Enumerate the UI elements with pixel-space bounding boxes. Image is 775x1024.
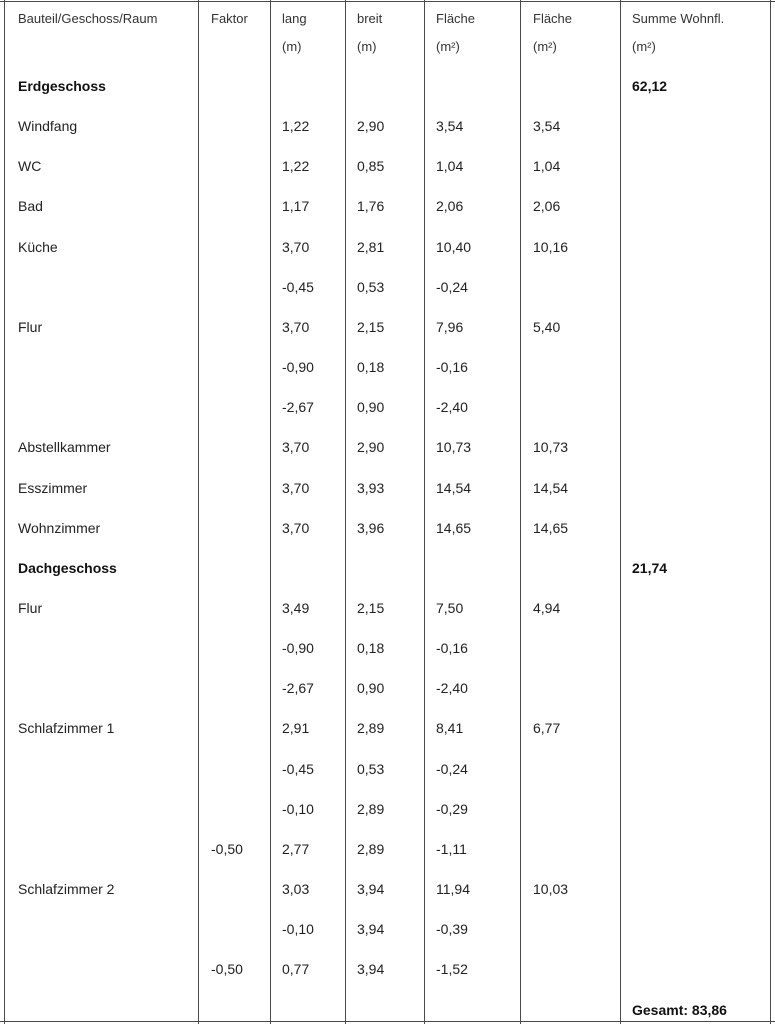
room-name: Esszimmer xyxy=(18,480,88,496)
column-divider xyxy=(620,0,621,1024)
column-divider xyxy=(424,0,425,1024)
area-value: -0,39 xyxy=(436,921,468,937)
area-value: 7,96 xyxy=(436,319,464,335)
column-divider xyxy=(198,0,199,1024)
room-name: WC xyxy=(18,158,42,174)
section-sum-value: 62,12 xyxy=(632,78,668,94)
net-area-value: 14,54 xyxy=(533,480,569,496)
width-value: 3,96 xyxy=(357,520,385,536)
column-divider xyxy=(345,0,346,1024)
factor-value: -0,50 xyxy=(211,961,243,977)
room-name: Wohnzimmer xyxy=(18,520,101,536)
width-value: 0,53 xyxy=(357,761,385,777)
net-area-value: 3,54 xyxy=(533,118,561,134)
net-area-value: 10,16 xyxy=(533,239,569,255)
area-value: 1,04 xyxy=(436,158,464,174)
area-value: -2,40 xyxy=(436,399,468,415)
room-name: Abstellkammer xyxy=(18,439,111,455)
header-length: lang xyxy=(282,11,307,26)
length-value: 3,49 xyxy=(282,600,310,616)
length-value: 0,77 xyxy=(282,961,310,977)
length-value: 2,91 xyxy=(282,720,310,736)
length-value: -2,67 xyxy=(282,399,314,415)
room-name: Küche xyxy=(18,239,58,255)
table-border-bottom xyxy=(0,1021,775,1022)
width-value: 3,93 xyxy=(357,480,385,496)
length-value: 3,70 xyxy=(282,239,310,255)
header-component: Bauteil/Geschoss/Raum xyxy=(18,11,158,26)
grand-total: Gesamt: 83,86 xyxy=(632,1002,727,1018)
room-name: Schlafzimmer 2 xyxy=(18,881,115,897)
header-area-unit: (m²) xyxy=(436,39,460,54)
section-sum-value: 21,74 xyxy=(632,560,668,576)
width-value: 2,81 xyxy=(357,239,385,255)
net-area-value: 2,06 xyxy=(533,198,561,214)
room-name: Flur xyxy=(18,319,43,335)
length-value: -0,90 xyxy=(282,640,314,656)
length-value: -2,67 xyxy=(282,680,314,696)
area-value: -1,52 xyxy=(436,961,468,977)
width-value: 0,90 xyxy=(357,399,385,415)
length-value: 2,77 xyxy=(282,841,310,857)
area-value: 11,94 xyxy=(436,881,470,897)
area-value: -2,40 xyxy=(436,680,468,696)
room-name: Flur xyxy=(18,600,43,616)
length-value: 1,22 xyxy=(282,158,310,174)
net-area-value: 5,40 xyxy=(533,319,561,335)
width-value: 0,18 xyxy=(357,640,385,656)
net-area-value: 14,65 xyxy=(533,520,569,536)
room-name: Erdgeschoss xyxy=(18,78,106,94)
length-value: 1,17 xyxy=(282,198,310,214)
header-living-area-sum-unit: (m²) xyxy=(632,39,656,54)
area-value: 8,41 xyxy=(436,720,464,736)
width-value: 0,18 xyxy=(357,359,385,375)
net-area-value: 10,03 xyxy=(533,881,569,897)
length-value: 3,70 xyxy=(282,439,310,455)
width-value: 2,15 xyxy=(357,600,385,616)
length-value: -0,45 xyxy=(282,761,314,777)
area-value: 14,65 xyxy=(436,520,472,536)
area-value: 3,54 xyxy=(436,118,464,134)
width-value: 1,76 xyxy=(357,198,385,214)
length-value: 3,70 xyxy=(282,319,310,335)
length-value: 3,70 xyxy=(282,480,310,496)
area-value: 14,54 xyxy=(436,480,472,496)
width-value: 2,89 xyxy=(357,801,385,817)
room-name: Windfang xyxy=(18,118,78,134)
net-area-value: 10,73 xyxy=(533,439,569,455)
header-factor: Faktor xyxy=(211,11,248,26)
room-name: Schlafzimmer 1 xyxy=(18,720,115,736)
area-value: 7,50 xyxy=(436,600,464,616)
width-value: 0,53 xyxy=(357,279,385,295)
width-value: 3,94 xyxy=(357,961,385,977)
column-divider xyxy=(520,0,521,1024)
length-value: -0,45 xyxy=(282,279,314,295)
width-value: 2,15 xyxy=(357,319,385,335)
width-value: 3,94 xyxy=(357,881,385,897)
width-value: 2,89 xyxy=(357,841,385,857)
table-border-left xyxy=(4,0,5,1024)
length-value: 3,70 xyxy=(282,520,310,536)
width-value: 0,90 xyxy=(357,680,385,696)
length-value: 1,22 xyxy=(282,118,310,134)
room-name: Dachgeschoss xyxy=(18,560,117,576)
length-value: -0,10 xyxy=(282,801,314,817)
header-living-area-sum: Summe Wohnfl. xyxy=(632,11,725,26)
area-value: -0,29 xyxy=(436,801,468,817)
width-value: 2,89 xyxy=(357,720,385,736)
area-value: 2,06 xyxy=(436,198,464,214)
width-value: 2,90 xyxy=(357,118,385,134)
net-area-value: 1,04 xyxy=(533,158,561,174)
length-value: -0,90 xyxy=(282,359,314,375)
length-value: -0,10 xyxy=(282,921,314,937)
area-value: -0,24 xyxy=(436,279,468,295)
factor-value: -0,50 xyxy=(211,841,243,857)
column-divider xyxy=(270,0,271,1024)
table-border-top xyxy=(0,1,775,2)
header-area-net-unit: (m²) xyxy=(533,39,557,54)
net-area-value: 4,94 xyxy=(533,600,561,616)
length-value: 3,03 xyxy=(282,881,310,897)
room-name: Bad xyxy=(18,198,43,214)
area-value: 10,73 xyxy=(436,439,472,455)
width-value: 0,85 xyxy=(357,158,385,174)
header-width: breit xyxy=(357,11,383,26)
header-length-unit: (m) xyxy=(282,39,302,54)
width-value: 2,90 xyxy=(357,439,385,455)
area-value: -0,16 xyxy=(436,640,468,656)
width-value: 3,94 xyxy=(357,921,385,937)
area-value: -0,24 xyxy=(436,761,468,777)
header-width-unit: (m) xyxy=(357,39,377,54)
area-value: 10,40 xyxy=(436,239,472,255)
net-area-value: 6,77 xyxy=(533,720,561,736)
area-value: -1,11 xyxy=(436,841,467,857)
area-value: -0,16 xyxy=(436,359,468,375)
table-border-right xyxy=(770,0,771,1024)
header-area-net: Fläche xyxy=(533,11,573,26)
header-area: Fläche xyxy=(436,11,476,26)
